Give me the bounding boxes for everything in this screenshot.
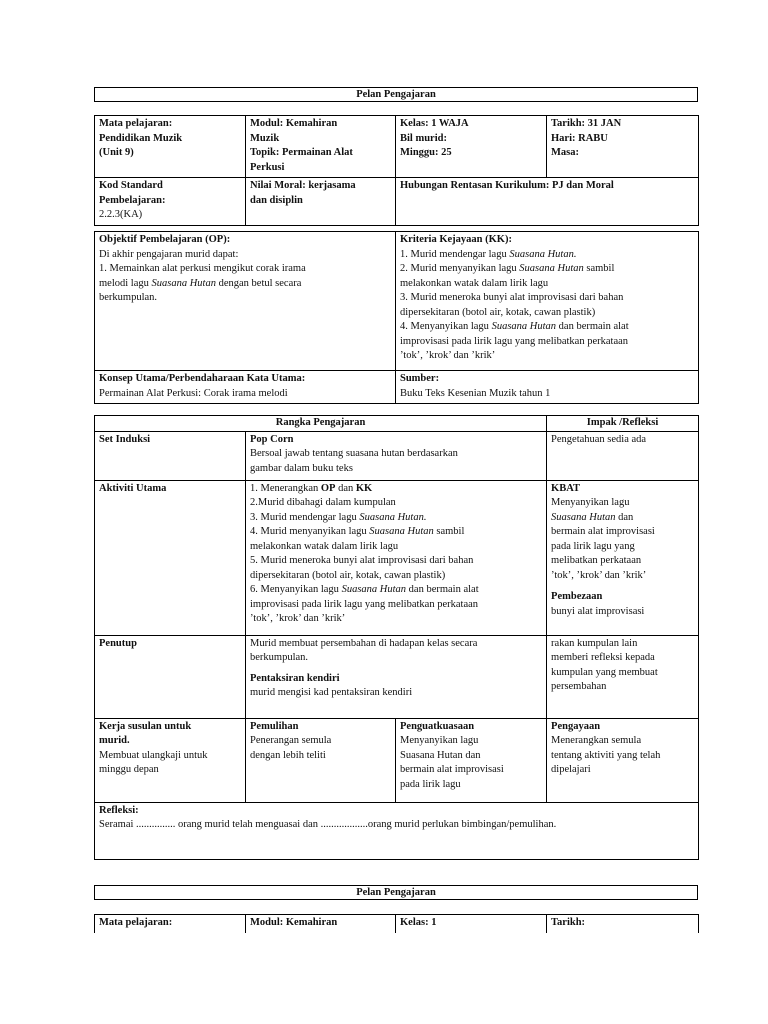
main-impact-1: Menyanyikan lagu [551, 497, 630, 508]
op-item-1c: berkumpulan. [99, 292, 158, 303]
page-title: Pelan Pengajaran [95, 88, 698, 102]
induction-title: Pop Corn [250, 433, 294, 445]
main-1-kk: KK [355, 482, 373, 494]
standard-label-1: Kod Standard [99, 180, 163, 191]
moral-cell [246, 178, 396, 226]
closing-assess-title: Pentaksiran kendiri [250, 672, 340, 684]
induction-label-cell [95, 431, 246, 480]
subject-cell-2 [95, 915, 246, 933]
induction-impact-text: Pengetahuan sedia ada [551, 433, 647, 445]
song-title: Suasana Hutan. [359, 511, 427, 523]
main-6-pre: 6. Menyanyikan lagu [250, 584, 342, 595]
kk-label: Kriteria Kejayaan (KK): [400, 234, 512, 245]
induction-label: Set Induksi [99, 433, 151, 445]
standard-label-2: Pembelajaran: [99, 194, 166, 206]
op-item-1a: 1. Memainkan alat perkusi mengikut corak irama [99, 263, 306, 274]
remedial-cell [246, 718, 396, 802]
date-cell-2 [547, 915, 699, 933]
main-impact-5: melibatkan perkataan [551, 555, 642, 566]
main-impact-2-post: dan [615, 511, 634, 523]
op-cell [95, 232, 396, 371]
date-label: Tarikh: [551, 118, 586, 129]
closing-label: Penutup [99, 637, 137, 649]
reinforce-label: Penguatkuasaan [400, 720, 475, 732]
main-1-op: OP [320, 482, 336, 494]
day-label: Hari: [551, 132, 576, 144]
main-impact [547, 480, 699, 635]
closing-impact [547, 635, 699, 718]
students-label: Bil murid: [400, 132, 447, 144]
homework-label-1: Kerja susulan untuk [99, 720, 192, 732]
topic-line2: Perkusi [250, 161, 285, 173]
enrich-text-2: tentang aktiviti yang telah [551, 749, 661, 761]
reinforce-text-4: pada lirik lagu [400, 778, 461, 790]
remedial-text-1: Penerangan semula [250, 735, 332, 746]
song-title: Suasana Hutan [491, 321, 557, 332]
closing-label-cell [95, 635, 246, 718]
main-2: 2.Murid dibahagi dalam kumpulan [250, 497, 396, 508]
source-label: Sumber: [400, 373, 440, 384]
enrich-text-1: Menerangkan semula [551, 735, 642, 746]
module-cell-2 [246, 915, 396, 933]
moral-label: Nilai Moral: [250, 180, 306, 191]
kk-3b: dipersekitaran (botol air, kotak, cawan plastik) [400, 306, 596, 318]
song-title: Suasana Hutan [341, 584, 407, 595]
title-bar [94, 87, 698, 102]
main-content [246, 480, 547, 635]
plan-col-impact: Impak /Refleksi [547, 416, 699, 432]
reinforce-text-3: bermain alat improvisasi [400, 764, 504, 775]
main-impact-4: pada lirik lagu yang [551, 540, 635, 552]
main-5b: dipersekitaran (botol air, kotak, cawan plastik) [250, 569, 446, 581]
class-label: Kelas: [400, 118, 429, 129]
reflection-label: Refleksi: [99, 804, 139, 816]
crosscurr-value: PJ dan Moral [552, 180, 614, 191]
source-value: Buku Teks Kesenian Muzik tahun 1 [400, 387, 551, 399]
remedial-text-2: dengan lebih teliti [250, 749, 326, 761]
reinforce-cell [396, 718, 547, 802]
main-6-post: dan bermain alat [406, 584, 479, 595]
plan-col-main: Rangka Pengajaran [95, 416, 547, 432]
closing-assess-text: murid mengisi kad pentaksiran kendiri [250, 687, 413, 698]
date-cell [547, 116, 699, 178]
reflection-text: Seramai ............... orang murid telah menguasai dan ..................orang murid perlukan bimbingan/pemulihan. [99, 819, 557, 830]
concept-cell [95, 371, 396, 404]
reinforce-text-1: Menyanyikan lagu [400, 735, 479, 746]
standard-cell [95, 178, 246, 226]
topic-value: Permainan Alat [282, 147, 353, 158]
class-label-2: Kelas: 1 [400, 917, 437, 928]
homework-label-2: murid. [99, 735, 130, 746]
header-table-2 [94, 914, 699, 933]
kbat-title: KBAT [551, 482, 581, 494]
module-line2: Muzik [250, 132, 280, 144]
closing-impact-1: rakan kumpulan lain [551, 637, 638, 649]
date-value: 31 JAN [587, 118, 622, 129]
homework-text-1: Membuat ulangkaji untuk [99, 749, 208, 761]
closing-text-1: Murid membuat persembahan di hadapan kelas secara [250, 637, 478, 649]
date-label-2: Tarikh: [551, 917, 586, 928]
kk-4c: ’tok’, ’krok’ dan ’krik’ [400, 350, 496, 361]
main-impact-3: bermain alat improvisasi [551, 526, 655, 537]
enrich-label: Pengayaan [551, 720, 601, 732]
main-label-cell [95, 480, 246, 635]
kk-4-pre: 4. Menyanyikan lagu [400, 321, 492, 332]
subject-label-2: Mata pelajaran: [99, 917, 173, 928]
crosscurr-cell [396, 178, 699, 226]
module-cell [246, 116, 396, 178]
objectives-table [94, 231, 699, 404]
main-6c: ’tok’, ’krok’ dan ’krik’ [250, 613, 346, 624]
subject-cell [95, 116, 246, 178]
closing-text-2: berkumpulan. [250, 652, 309, 663]
main-1-mid: dan [335, 482, 356, 494]
song-title: Suasana Hutan [151, 277, 216, 289]
moral-value: kerjasama [308, 180, 356, 191]
song-title: Suasana Hutan [551, 511, 616, 523]
class-cell-2 [396, 915, 547, 933]
induction-text-1: Bersoal jawab tentang suasana hutan berdasarkan [250, 448, 458, 459]
header-table [94, 115, 699, 226]
kk-2-pre: 2. Murid menyanyikan lagu [400, 263, 520, 274]
main-1-pre: 1. Menerangkan [250, 482, 321, 494]
module-label: Modul: Kemahiran [250, 118, 338, 129]
subject-value-1: Pendidikan Muzik [99, 132, 183, 144]
main-4b: melakonkan watak dalam lirik lagu [250, 540, 399, 552]
main-impact-6: ’tok’, ’krok’ dan ’krik’ [551, 569, 647, 581]
main-5: 5. Murid meneroka bunyi alat improvisasi dari bahan [250, 555, 474, 566]
induction-impact [547, 431, 699, 480]
op-intro: Di akhir pengajaran murid dapat: [99, 248, 239, 260]
closing-impact-2: memberi refleksi kepada [551, 652, 655, 663]
enrich-text-3: dipelajari [551, 764, 591, 775]
op-item-1b-post: dengan betul secara [215, 277, 302, 289]
topic-label: Topik: [250, 147, 280, 158]
kk-2-post: sambil [583, 263, 615, 274]
kk-2b: melakonkan watak dalam lirik lagu [400, 277, 549, 289]
reinforce-text-2: Suasana Hutan dan [400, 749, 481, 761]
main-label: Aktiviti Utama [99, 482, 167, 494]
kk-cell [396, 232, 699, 371]
moral-line2: dan disiplin [250, 194, 303, 206]
induction-content [246, 431, 547, 480]
time-label: Masa: [551, 147, 579, 158]
concept-label: Konsep Utama/Perbendaharaan Kata Utama: [99, 373, 306, 384]
main-impact-7: bunyi alat improvisasi [551, 605, 645, 617]
kk-1-pre: 1. Murid mendengar lagu [400, 248, 510, 260]
page-title-2: Pelan Pengajaran [95, 886, 698, 900]
induction-text-2: gambar dalam buku teks [250, 462, 353, 474]
song-title: Suasana Hutan [369, 526, 434, 537]
song-title: Suasana Hutan. [509, 248, 577, 260]
week-label: Minggu: [400, 147, 439, 158]
main-4-pre: 4. Murid menyanyikan lagu [250, 526, 370, 537]
main-4-post: sambil [433, 526, 465, 537]
main-3-pre: 3. Murid mendengar lagu [250, 511, 360, 523]
crosscurr-label: Hubungan Rentasan Kurikulum: [400, 180, 550, 191]
enrich-cell [547, 718, 699, 802]
title-bar-2 [94, 885, 698, 900]
song-title: Suasana Hutan [519, 263, 584, 274]
reflection-cell [95, 802, 699, 859]
op-item-1b-pre: melodi lagu [99, 277, 152, 289]
standard-value: 2.2.3(KA) [99, 209, 143, 220]
homework-text-2: minggu depan [99, 764, 159, 775]
subject-label: Mata pelajaran: [99, 118, 173, 129]
plan-table [94, 415, 699, 860]
remedial-label: Pemulihan [250, 720, 299, 732]
closing-impact-4: persembahan [551, 681, 607, 692]
homework-cell [95, 718, 246, 802]
kk-4-post: dan bermain alat [556, 321, 629, 332]
kk-4b: improvisasi pada lirik lagu yang melibatkan perkataan [400, 335, 629, 347]
closing-content [246, 635, 547, 718]
main-6b: improvisasi pada lirik lagu yang melibatkan perkataan [250, 598, 479, 610]
differentiation-title: Pembezaan [551, 591, 603, 602]
closing-impact-3: kumpulan yang membuat [551, 666, 658, 678]
source-cell [396, 371, 699, 404]
concept-value: Permainan Alat Perkusi: Corak irama melodi [99, 387, 288, 399]
day-value: RABU [578, 132, 608, 144]
week-value: 25 [441, 147, 452, 158]
module-label-2: Modul: Kemahiran [250, 917, 338, 928]
class-cell [396, 116, 547, 178]
kk-3: 3. Murid meneroka bunyi alat improvisasi dari bahan [400, 292, 624, 303]
subject-value-2: (Unit 9) [99, 147, 134, 158]
class-value: 1 WAJA [431, 118, 469, 129]
op-label: Objektif Pembelajaran (OP): [99, 234, 231, 245]
